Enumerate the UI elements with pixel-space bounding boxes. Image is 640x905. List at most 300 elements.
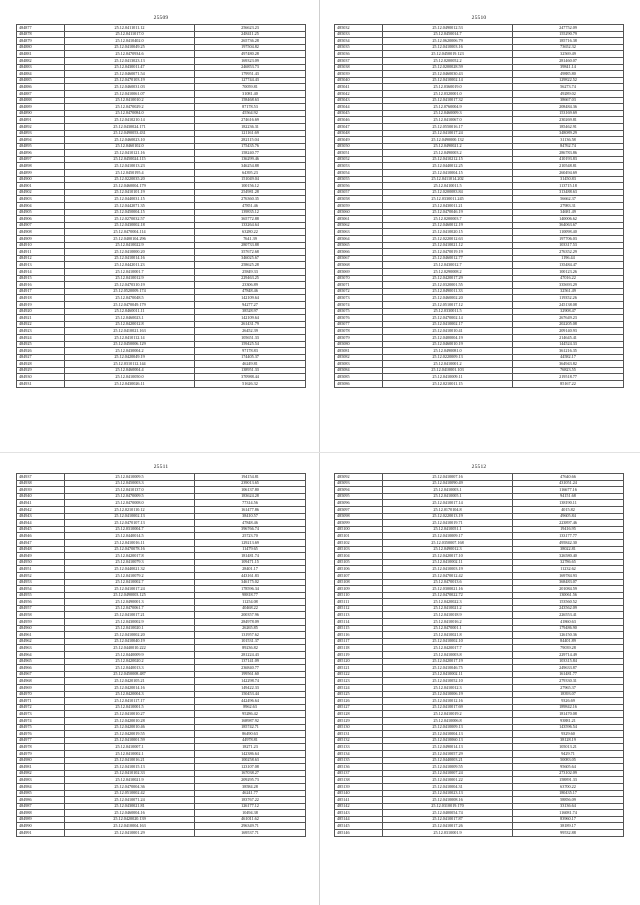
- record-id-cell: 485044: [335, 104, 383, 111]
- amount-cell: 140006.62: [513, 216, 624, 223]
- record-id-cell: 484895: [17, 143, 65, 150]
- amount-cell: 261431.79: [195, 321, 306, 328]
- amount-cell: 260494.69: [513, 170, 624, 177]
- table-row: [335, 176, 624, 183]
- table-row: [17, 295, 306, 302]
- timestamp-cell: 25.12.0460023.10: [65, 137, 195, 144]
- table-row: [17, 117, 306, 124]
- table-row: [17, 579, 306, 586]
- amount-cell: 194154.81: [195, 474, 306, 481]
- amount-cell: 153560.52: [513, 599, 624, 606]
- table-row: [335, 711, 624, 718]
- timestamp-cell: 25.12.0470013.6: [383, 579, 513, 586]
- timestamp-cell: 25.12.0460071.54: [65, 71, 195, 78]
- timestamp-cell: 25.12.0410017.26: [383, 823, 513, 830]
- amount-cell: 431051.24: [513, 480, 624, 487]
- amount-cell: 87178.53: [195, 104, 306, 111]
- record-id-cell: 484888: [17, 97, 65, 104]
- amount-cell: 32786.65: [513, 559, 624, 566]
- record-id-cell: 484893: [17, 130, 65, 137]
- record-id-cell: 484990: [17, 823, 65, 830]
- record-id-cell: 485144: [335, 816, 383, 823]
- table-row: [17, 367, 306, 374]
- table-row: [17, 255, 306, 262]
- page-title: 25512: [471, 464, 487, 470]
- record-id-cell: 484897: [17, 156, 65, 163]
- record-id-cell: 485131: [335, 731, 383, 738]
- timestamp-cell: 25.12.0410021.8: [383, 632, 513, 639]
- table-row: [17, 374, 306, 381]
- record-id-cell: 485126: [335, 698, 383, 705]
- amount-cell: 158240.77: [195, 150, 306, 157]
- record-table: [16, 24, 306, 388]
- timestamp-cell: 25.12.0330011.5: [383, 308, 513, 315]
- table-row: [17, 242, 306, 249]
- table-row: [335, 374, 624, 381]
- amount-cell: 47640.66: [513, 474, 624, 481]
- table-row: [335, 632, 624, 639]
- amount-cell: 243562.09: [513, 605, 624, 612]
- table-row: [335, 249, 624, 256]
- table-row: [335, 381, 624, 388]
- table-row: [17, 97, 306, 104]
- table-row: [335, 38, 624, 45]
- amount-cell: 279330.31: [513, 678, 624, 685]
- amount-cell: 99532.88: [513, 830, 624, 837]
- table-row: [17, 170, 306, 177]
- record-id-cell: 485075: [335, 308, 383, 315]
- timestamp-cell: 25.12.0410023.13: [383, 790, 513, 797]
- table-row: [17, 665, 306, 672]
- record-id-cell: 485128: [335, 711, 383, 718]
- timestamp-cell: 25.12.0760004.9: [383, 104, 513, 111]
- record-id-cell: 485130: [335, 724, 383, 731]
- timestamp-cell: 25.12.0470107.13: [65, 520, 195, 527]
- record-id-cell: 484970: [17, 691, 65, 698]
- timestamp-cell: 25.12.0270032.57: [65, 216, 195, 223]
- record-id-cell: 485035: [335, 44, 383, 51]
- record-id-cell: 485134: [335, 750, 383, 757]
- amount-cell: 89236.82: [195, 645, 306, 652]
- timestamp-cell: 25.12.0410001.103: [383, 367, 513, 374]
- amount-cell: 110098.40: [513, 229, 624, 236]
- timestamp-cell: 25.12.0470029.2: [65, 104, 195, 111]
- timestamp-cell: 25.12.0420017.8: [65, 553, 195, 560]
- timestamp-cell: 25.12.0200083.84: [383, 189, 513, 196]
- timestamp-cell: 25.12.0430021.81: [65, 803, 195, 810]
- record-id-cell: 485068: [335, 262, 383, 269]
- timestamp-cell: 25.12.0410012.16: [383, 698, 513, 705]
- table-row: [335, 526, 624, 533]
- table-row: [335, 348, 624, 355]
- amount-cell: 63280.22: [195, 229, 306, 236]
- table-row: [17, 619, 306, 626]
- record-id-cell: 485046: [335, 117, 383, 124]
- timestamp-cell: 25.12.0470009.5: [65, 493, 195, 500]
- amount-cell: 296349.71: [195, 823, 306, 830]
- record-id-cell: 485141: [335, 797, 383, 804]
- table-row: [17, 183, 306, 190]
- amount-cell: 105651.33: [195, 334, 306, 341]
- record-id-cell: 485073: [335, 295, 383, 302]
- record-id-cell: 484898: [17, 163, 65, 170]
- record-id-cell: 485069: [335, 268, 383, 275]
- timestamp-cell: 25.12.0410017.87: [383, 816, 513, 823]
- timestamp-cell: 25.12.0220009.13: [383, 354, 513, 361]
- amount-cell: 58856.09: [513, 797, 624, 804]
- table-row: [17, 823, 306, 830]
- amount-cell: 161481.77: [513, 671, 624, 678]
- timestamp-cell: 25.12.0410002.13: [65, 513, 195, 520]
- amount-cell: 31136.58: [513, 137, 624, 144]
- amount-cell: 76823.55: [513, 367, 624, 374]
- amount-cell: 274616.69: [195, 117, 306, 124]
- amount-cell: 38410.57: [195, 513, 306, 520]
- timestamp-cell: 25.12.0410016.2: [383, 619, 513, 626]
- timestamp-cell: 25.12.0460012.19: [383, 222, 513, 229]
- amount-cell: 85167.22: [513, 381, 624, 388]
- timestamp-cell: 25.12.0460004.16: [65, 810, 195, 817]
- amount-cell: 142386.64: [195, 750, 306, 757]
- amount-cell: 129822.52: [513, 77, 624, 84]
- record-id-cell: 484938: [17, 480, 65, 487]
- amount-cell: 181481.74: [195, 553, 306, 560]
- amount-cell: 131957.62: [195, 632, 306, 639]
- amount-cell: 116081.74: [513, 810, 624, 817]
- record-id-cell: 484880: [17, 44, 65, 51]
- record-id-cell: 485060: [335, 209, 383, 216]
- table-row: [17, 810, 306, 817]
- amount-cell: 63700.22: [513, 783, 624, 790]
- table-row: [17, 572, 306, 579]
- record-id-cell: 484959: [17, 619, 65, 626]
- timestamp-cell: 25.12.0410001.22: [383, 777, 513, 784]
- table-row: [17, 288, 306, 295]
- table-row: [335, 150, 624, 157]
- timestamp-cell: 25.12.0210011.15: [383, 381, 513, 388]
- amount-cell: 181470.08: [513, 711, 624, 718]
- record-id-cell: 484878: [17, 31, 65, 38]
- table-row: [17, 203, 306, 210]
- table-row: [17, 764, 306, 771]
- amount-cell: 335693.29: [513, 282, 624, 289]
- timestamp-cell: 25.12.0420010.28: [65, 717, 195, 724]
- record-id-cell: 484969: [17, 685, 65, 692]
- amount-cell: 73652.32: [513, 44, 624, 51]
- timestamp-cell: 25.12.0460031.03: [65, 84, 195, 91]
- record-id-cell: 485097: [335, 506, 383, 513]
- record-id-cell: 484885: [17, 77, 65, 84]
- record-id-cell: 484910: [17, 242, 65, 249]
- record-id-cell: 484914: [17, 268, 65, 275]
- record-id-cell: 484949: [17, 553, 65, 560]
- record-id-cell: 484962: [17, 638, 65, 645]
- table-row: [335, 97, 624, 104]
- timestamp-cell: 25.12.0310004.7: [65, 526, 195, 533]
- amount-cell: 105013.21: [513, 744, 624, 751]
- record-id-cell: 485061: [335, 216, 383, 223]
- timestamp-cell: 25.12.0460012.77: [383, 255, 513, 262]
- record-id-cell: 485099: [335, 520, 383, 527]
- record-id-cell: 485059: [335, 203, 383, 210]
- amount-cell: 56662.37: [513, 196, 624, 203]
- timestamp-cell: 25.12.0410001.29: [65, 830, 195, 837]
- amount-cell: 127744.43: [195, 77, 306, 84]
- record-id-cell: 484930: [17, 374, 65, 381]
- table-row: [335, 559, 624, 566]
- table-row: [335, 236, 624, 243]
- timestamp-cell: 25.12.0200003.7: [383, 216, 513, 223]
- timestamp-cell: 25.12.0350007.168: [383, 539, 513, 546]
- table-row: [335, 599, 624, 606]
- amount-cell: 45564.92: [195, 110, 306, 117]
- timestamp-cell: 25.12.0460002.20: [383, 295, 513, 302]
- table-row: [335, 361, 624, 368]
- timestamp-cell: 25.12.0410021.12: [383, 242, 513, 249]
- amount-cell: 175435.76: [195, 143, 306, 150]
- table-row: [335, 691, 624, 698]
- record-id-cell: 484890: [17, 110, 65, 117]
- table-row: [335, 810, 624, 817]
- table-row: [335, 506, 624, 513]
- record-id-cell: 484961: [17, 632, 65, 639]
- table-row: [335, 731, 624, 738]
- amount-cell: 9329.60: [513, 731, 624, 738]
- timestamp-cell: 25.12.0170104.8: [383, 506, 513, 513]
- record-id-cell: 484974: [17, 717, 65, 724]
- table-row: [335, 605, 624, 612]
- record-id-cell: 484912: [17, 255, 65, 262]
- amount-cell: 149422.33: [195, 685, 306, 692]
- table-row: [17, 816, 306, 823]
- record-id-cell: 484907: [17, 222, 65, 229]
- table-row: [17, 104, 306, 111]
- page-title: 25509: [153, 15, 169, 21]
- table-row: [335, 268, 624, 275]
- record-id-cell: 485080: [335, 341, 383, 348]
- timestamp-cell: 25.12.0470048.5: [65, 295, 195, 302]
- record-id-cell: 485142: [335, 803, 383, 810]
- record-id-cell: 484986: [17, 797, 65, 804]
- amount-cell: 49605.84: [513, 513, 624, 520]
- table-row: [335, 203, 624, 210]
- timestamp-cell: 25.12.0410019.2: [383, 711, 513, 718]
- timestamp-cell: 25.12.0410137.0: [65, 487, 195, 494]
- table-row: [335, 553, 624, 560]
- amount-cell: 33136.64: [513, 803, 624, 810]
- table-row: [335, 163, 624, 170]
- timestamp-cell: 25.12.0220013.19: [383, 513, 513, 520]
- timestamp-cell: 25.12.0413023.13: [65, 57, 195, 64]
- amount-cell: 200357.96: [195, 612, 306, 619]
- record-id-cell: 484983: [17, 777, 65, 784]
- amount-cell: 84762.74: [513, 143, 624, 150]
- record-id-cell: 485132: [335, 737, 383, 744]
- table-row: [335, 546, 624, 553]
- table-row: [17, 328, 306, 335]
- table-row: [335, 474, 624, 481]
- amount-cell: 119352.26: [513, 295, 624, 302]
- record-id-cell: 484946: [17, 533, 65, 540]
- amount-cell: 10494.38: [195, 810, 306, 817]
- timestamp-cell: 25.12.0430011.47: [65, 64, 195, 71]
- record-id-cell: 484928: [17, 361, 65, 368]
- amount-cell: 31450.83: [513, 176, 624, 183]
- amount-cell: 23306.89: [195, 282, 306, 289]
- table-row: [335, 737, 624, 744]
- record-id-cell: 484887: [17, 90, 65, 97]
- table-row: [335, 288, 624, 295]
- table-row: [335, 84, 624, 91]
- amount-cell: 101531.37: [195, 638, 306, 645]
- timestamp-cell: 25.12.0520009.174: [65, 288, 195, 295]
- amount-cell: 103317.53: [513, 242, 624, 249]
- table-row: [17, 229, 306, 236]
- record-table: [16, 473, 306, 837]
- record-id-cell: 484982: [17, 770, 65, 777]
- record-id-cell: 485112: [335, 605, 383, 612]
- record-id-cell: 484984: [17, 783, 65, 790]
- amount-cell: 39841.14: [513, 64, 624, 71]
- record-id-cell: 485049: [335, 137, 383, 144]
- record-id-cell: 485051: [335, 150, 383, 157]
- amount-cell: 214645.41: [513, 334, 624, 341]
- table-row: [335, 156, 624, 163]
- table-row: [335, 321, 624, 328]
- table-row: [17, 724, 306, 731]
- timestamp-cell: 25.12.0411017.0: [65, 31, 195, 38]
- record-id-cell: 484980: [17, 757, 65, 764]
- record-id-cell: 484886: [17, 84, 65, 91]
- record-id-cell: 484952: [17, 572, 65, 579]
- amount-cell: 174405.37: [195, 354, 306, 361]
- amount-cell: 98818.77: [195, 592, 306, 599]
- table-row: [17, 783, 306, 790]
- timestamp-cell: 25.12.0410012.3: [383, 685, 513, 692]
- amount-cell: 26265.85: [195, 625, 306, 632]
- table-row: [335, 770, 624, 777]
- amount-cell: 142109.64: [195, 295, 306, 302]
- table-row: [17, 189, 306, 196]
- record-id-cell: 485146: [335, 830, 383, 837]
- amount-cell: 143596.54: [513, 724, 624, 731]
- record-id-cell: 484900: [17, 176, 65, 183]
- record-id-cell: 485047: [335, 123, 383, 130]
- record-id-cell: 485129: [335, 717, 383, 724]
- record-id-cell: 485045: [335, 110, 383, 117]
- amount-cell: 159425.54: [195, 341, 306, 348]
- record-id-cell: 484917: [17, 288, 65, 295]
- amount-cell: 47848.46: [195, 520, 306, 527]
- table-row: [17, 156, 306, 163]
- record-id-cell: 484902: [17, 189, 65, 196]
- record-id-cell: 484979: [17, 750, 65, 757]
- timestamp-cell: 25.12.0410121.16: [65, 150, 195, 157]
- timestamp-cell: 25.12.0490003.2: [383, 150, 513, 157]
- table-row: [17, 632, 306, 639]
- table-row: [335, 539, 624, 546]
- table-row: [335, 645, 624, 652]
- timestamp-cell: 25.12.0410000.20: [65, 249, 195, 256]
- timestamp-cell: 25.12.0400104.296: [65, 236, 195, 243]
- timestamp-cell: 25.12.0410008.16: [383, 797, 513, 804]
- timestamp-cell: 25.12.0440009.9: [65, 652, 195, 659]
- table-row: [335, 566, 624, 573]
- amount-cell: 64395.23: [195, 170, 306, 177]
- amount-cell: 370988.44: [195, 374, 306, 381]
- amount-cell: 28401.17: [195, 566, 306, 573]
- amount-cell: 169323.09: [195, 57, 306, 64]
- amount-cell: 226553.41: [513, 612, 624, 619]
- timestamp-cell: 25.12.0470022.72: [383, 592, 513, 599]
- document-page-3: [16, 463, 306, 837]
- timestamp-cell: 25.12.0410002.14: [383, 77, 513, 84]
- record-id-cell: 485118: [335, 645, 383, 652]
- amount-cell: 185462.91: [513, 123, 624, 130]
- table-row: [17, 777, 306, 784]
- amount-cell: 133264.64: [195, 222, 306, 229]
- table-row: [335, 209, 624, 216]
- record-id-cell: 485054: [335, 170, 383, 177]
- timestamp-cell: 25.12.0420017.29: [383, 275, 513, 282]
- amount-cell: 396766.74: [195, 526, 306, 533]
- table-row: [335, 592, 624, 599]
- amount-cell: 219518.77: [513, 374, 624, 381]
- record-id-cell: 485139: [335, 783, 383, 790]
- amount-cell: 11479.65: [195, 546, 306, 553]
- timestamp-cell: 25.12.0410009.11: [383, 374, 513, 381]
- record-id-cell: 484916: [17, 282, 65, 289]
- timestamp-cell: 25.12.0410002.7: [65, 579, 195, 586]
- table-row: [335, 698, 624, 705]
- timestamp-cell: 25.12.0510002.42: [65, 790, 195, 797]
- amount-cell: 144524.33: [513, 341, 624, 348]
- table-row: [17, 592, 306, 599]
- amount-cell: 461011.62: [195, 816, 306, 823]
- record-id-cell: 484918: [17, 295, 65, 302]
- table-row: [335, 586, 624, 593]
- timestamp-cell: 25.12.0410003.8: [383, 652, 513, 659]
- amount-cell: 95605.64: [513, 764, 624, 771]
- record-id-cell: 485096: [335, 500, 383, 507]
- table-row: [17, 559, 306, 566]
- record-id-cell: 485101: [335, 533, 383, 540]
- record-id-cell: 485110: [335, 592, 383, 599]
- amount-cell: 79039.28: [513, 645, 624, 652]
- record-id-cell: 485053: [335, 163, 383, 170]
- table-row: [335, 308, 624, 315]
- record-id-cell: 485050: [335, 143, 383, 150]
- timestamp-cell: 25.12.0410016.11: [65, 539, 195, 546]
- page-title: 25511: [153, 464, 169, 470]
- amount-cell: 56273.74: [513, 84, 624, 91]
- table-row: [17, 513, 306, 520]
- document-page-1: [16, 14, 306, 388]
- record-table: [334, 24, 624, 388]
- record-id-cell: 485085: [335, 374, 383, 381]
- amount-cell: 123107.08: [195, 764, 306, 771]
- table-row: [335, 189, 624, 196]
- table-row: [17, 790, 306, 797]
- record-id-cell: 485115: [335, 625, 383, 632]
- record-id-cell: 484951: [17, 566, 65, 573]
- record-id-cell: 485082: [335, 354, 383, 361]
- timestamp-cell: 25.12.0410006.8: [383, 717, 513, 724]
- table-row: [335, 790, 624, 797]
- timestamp-cell: 25.12.0450019.123: [383, 51, 513, 58]
- record-id-cell: 484989: [17, 816, 65, 823]
- timestamp-cell: 25.12.0490000.132: [383, 137, 513, 144]
